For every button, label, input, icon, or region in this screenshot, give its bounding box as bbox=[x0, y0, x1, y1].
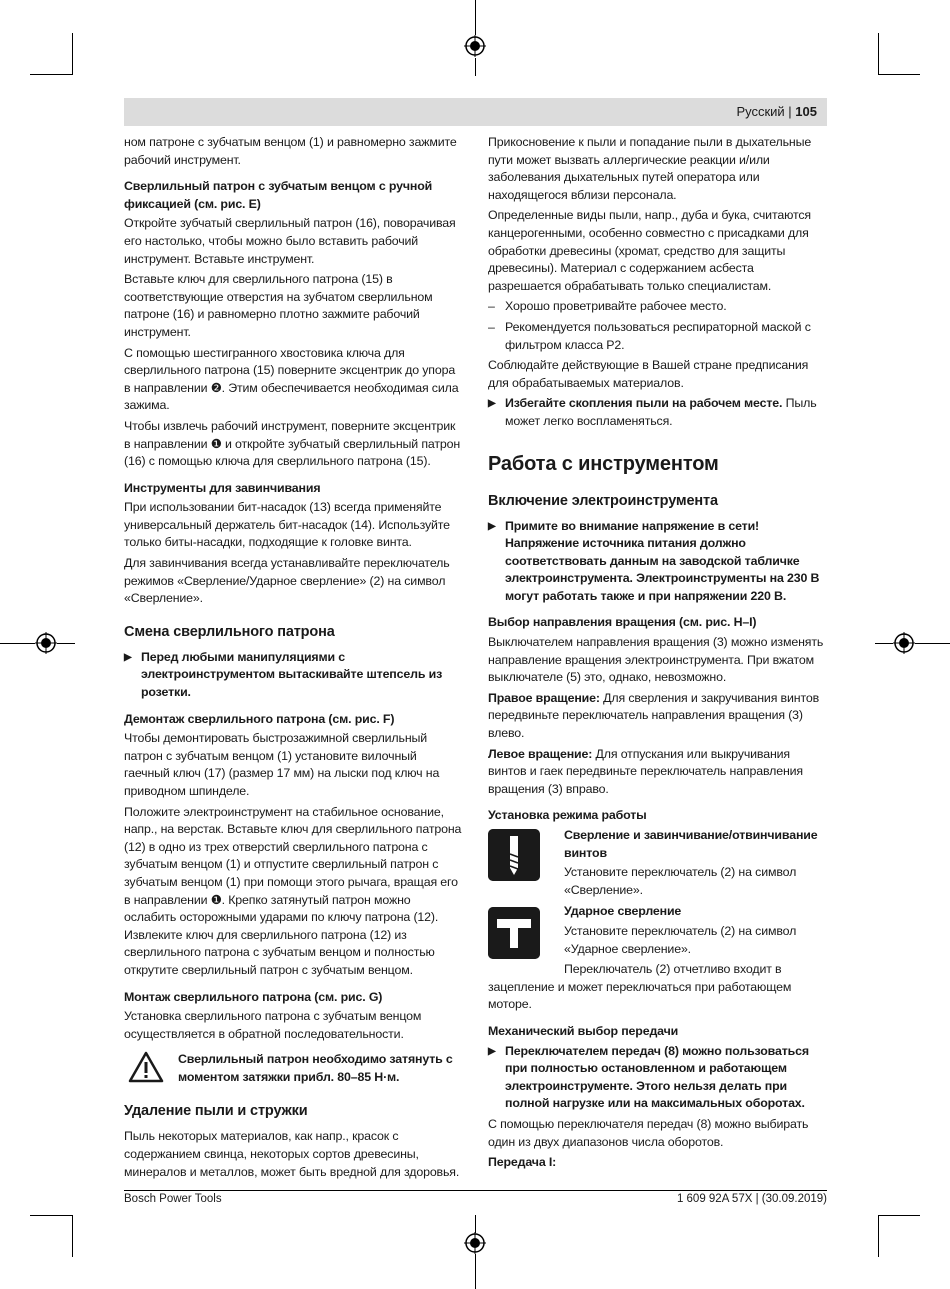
mode-impact bbox=[488, 903, 826, 958]
crop-mark bbox=[72, 33, 73, 75]
page-number: 105 bbox=[795, 104, 817, 119]
paragraph: С помощью переключателя передач (8) можно выбирать один из двух диапазонов числа оборотов. bbox=[488, 1116, 809, 1149]
registration-mark-icon bbox=[464, 1232, 486, 1254]
mode-drilling-title: Сверление и завинчивание/отвинчивание винтов bbox=[564, 828, 818, 860]
registration-mark-icon bbox=[893, 632, 915, 654]
subheading-remove-chuck: Демонтаж сверлильного патрона (см. рис. F) bbox=[124, 711, 395, 726]
footer-rule bbox=[124, 1190, 827, 1191]
crop-mark bbox=[878, 1215, 920, 1216]
subheading-rotation: Выбор направления вращения (см. рис. H–I) bbox=[488, 615, 757, 630]
paragraph: Положите электроинструмент на стабильное основание, напр., на верстак. Вставьте ключ для сверлильного патрона (12) в одно из трех отверстий сверлильного патрона с зубчатым венцом (1) и отпустите сверлильный патрон с зубчатым венцом (1) при помощи этого рычага, вращая его в направлении ❶. Крепко затянутый патрон можно ослабить осторожными ударами по ключу патрона (12). Извлеките ключ для сверлильного патрона (12) из сверлильного патрона с зубчатым венцом и полностью открутите сверлильный патрон с зубчатым венцом. bbox=[124, 804, 462, 977]
warning-rest: Пыль может легко воспламеняться. bbox=[505, 396, 817, 428]
paragraph: При использовании бит-насадок (13) всегда применяйте универсальный держатель бит-насадок (14). Используйте только биты-насадки, подходящие к головке винта. bbox=[124, 500, 450, 550]
crop-mark bbox=[878, 74, 920, 75]
paragraph-right-rotation bbox=[488, 690, 826, 743]
subheading-mode: Установка режима работы bbox=[488, 808, 647, 823]
paragraph: Соблюдайте действующие в Вашей стране предписания для обрабатываемых материалов. bbox=[488, 358, 809, 390]
crop-mark bbox=[915, 643, 950, 644]
paragraph: Для завинчивания всегда устанавливайте переключатель режимов «Сверление/Ударное сверление» (2) на символ «Сверление». bbox=[124, 556, 450, 606]
heading-switch-on: Включение электроинструмента bbox=[488, 492, 718, 509]
subheading-mount-chuck: Монтаж сверлильного патрона (см. рис. G) bbox=[124, 989, 383, 1004]
label-left-rotation: Левое вращение: bbox=[488, 746, 593, 761]
footer-brand: Bosch Power Tools bbox=[124, 1193, 222, 1205]
warning-unplug: ▶ Перед любыми манипуляциями с электроинструментом вытаскивайте штепсель из розетки. bbox=[124, 649, 462, 702]
mode-drilling-text: Установите переключатель (2) на символ «Сверление». bbox=[564, 865, 797, 897]
hammer-icon bbox=[488, 907, 540, 959]
text-right-rotation: Для сверления и закручивания винтов передвиньте переключатель направления вращения (3) влево. bbox=[488, 690, 820, 741]
subheading-keyed-chuck: Сверлильный патрон с зубчатым венцом с ручной фиксацией (см. рис. E) bbox=[124, 179, 433, 211]
page-header bbox=[124, 98, 827, 126]
paragraph: Вставьте ключ для сверлильного патрона (15) в соответствующие отверстия на зубчатом сверлильном патроне (16) и равномерно плотно зажмите рабочий инструмент. bbox=[124, 272, 433, 339]
paragraph: Чтобы извлечь рабочий инструмент, поверните эксцентрик в направлении ❶ и откройте зубчатый сверлильный патрон (16) с помощью ключа для сверлильного патрона (15). bbox=[124, 418, 461, 469]
mode-impact-text: Установите переключатель (2) на символ «Ударное сверление». bbox=[564, 923, 797, 956]
registration-mark-icon bbox=[35, 632, 57, 654]
paragraph: Пыль некоторых материалов, как напр., красок с содержанием свинца, некоторых сортов древесины, минералов и металлов, может быть вредной для здоровья. bbox=[124, 1129, 460, 1179]
warning-dust bbox=[488, 395, 826, 430]
text-left-rotation: Для отпускания или выкручивания винтов и гаек передвиньте переключатель направления вращения (3) вправо. bbox=[488, 746, 803, 796]
warning-bold: Избегайте скопления пыли на рабочем месте. bbox=[505, 396, 783, 411]
crop-mark bbox=[475, 1215, 476, 1233]
footer-doc-id: 1 609 92A 57X | (30.09.2019) bbox=[676, 1193, 827, 1205]
paragraph: Установка сверлильного патрона с зубчатым венцом осуществляется в обратной последовательности. bbox=[124, 1009, 422, 1041]
crop-mark bbox=[475, 1254, 476, 1289]
crop-mark bbox=[30, 1215, 72, 1216]
paragraph: ном патроне с зубчатым венцом (1) и равномерно зажмите рабочий инструмент. bbox=[124, 135, 457, 167]
paragraph: Откройте зубчатый сверлильный патрон (16), поворачивая его настолько, чтобы можно было вставить рабочий инструмент. Вставьте инструмент. bbox=[124, 216, 456, 266]
subheading-gear: Механический выбор передачи bbox=[488, 1023, 679, 1038]
paragraph: Чтобы демонтировать быстрозажимной сверлильный патрон с зубчатым венцом (1) установите вилочный гаечный ключ (17) (размер 17 мм) на лыски под ключ на приводном шпинделе. bbox=[124, 731, 440, 798]
mode-impact-title: Ударное сверление bbox=[564, 904, 682, 919]
caution-text: Сверлильный патрон необходимо затянуть с моментом затяжки прибл. 80–85 Н·м. bbox=[178, 1052, 453, 1084]
crop-mark bbox=[0, 643, 35, 644]
right-column bbox=[488, 134, 826, 1174]
subheading-gear-1: Передача I: bbox=[488, 1155, 557, 1170]
crop-mark bbox=[878, 1215, 879, 1257]
paragraph: Прикосновение к пыли и попадание пыли в дыхательные пути может вызвать аллергические реакции и/или заболевания дыхательных путей оператора или находящегося вблизи персонала. bbox=[488, 135, 812, 202]
paragraph: Выключателем направления вращения (3) можно изменять направление вращения электроинструмента. При вжатом выключателе (5) это, однако, невозможно. bbox=[488, 635, 824, 685]
heading-change-chuck: Смена сверлильного патрона bbox=[124, 623, 335, 640]
paragraph-left-rotation bbox=[488, 746, 826, 799]
heading-operation: Работа с инструментом bbox=[488, 452, 719, 475]
warning-triangle-icon bbox=[128, 1051, 164, 1083]
crop-mark bbox=[72, 1215, 73, 1257]
label-right-rotation: Правое вращение: bbox=[488, 690, 600, 705]
subheading-screw-tools: Инструменты для завинчивания bbox=[124, 480, 321, 495]
warning-gear: ▶ Переключателем передач (8) можно пользоваться при полностью остановленном и работающем электроинструменте. Этого нельзя делать при полной нагрузке или на максимальных оборотах. bbox=[488, 1043, 826, 1113]
list-item: – Хорошо проветривайте рабочее место. bbox=[488, 298, 826, 316]
crop-mark bbox=[475, 58, 476, 76]
warning-voltage: ▶ Примите во внимание напряжение в сети! Напряжение источника питания должно соответствовать данным на заводской табличке электроинструмента. Электроинструменты на 230 В могут работать также и при напряжении 220 В. bbox=[488, 518, 826, 606]
list-item: – Рекомендуется пользоваться респираторной маской с фильтром класса P2. bbox=[488, 319, 826, 354]
drill-bit-icon bbox=[488, 829, 540, 881]
heading-dust: Удаление пыли и стружки bbox=[124, 1103, 308, 1120]
crop-mark bbox=[475, 0, 476, 35]
crop-mark bbox=[57, 643, 75, 644]
crop-mark bbox=[875, 643, 893, 644]
header-language: Русский bbox=[736, 104, 785, 119]
registration-mark-icon bbox=[464, 35, 486, 57]
paragraph-mode-switch: Переключатель (2) отчетливо входит в зацепление и может переключаться при работающем моторе. bbox=[488, 962, 792, 1012]
header-text: Русский | 105 bbox=[736, 104, 817, 119]
left-column bbox=[124, 134, 462, 1184]
caution-note bbox=[124, 1051, 462, 1087]
paragraph: С помощью шестигранного хвостовика ключа для сверлильного патрона (15) поверните эксцентрик до упора в направлении ❷. Этим обеспечивается необходимая сила зажима. bbox=[124, 345, 459, 413]
paragraph: Определенные виды пыли, напр., дуба и бука, считаются канцерогенными, особенно совместно с присадками для обработки древесины (хромат, средство для защиты древесины). Материал с содержанием асбеста разрешается обрабатывать только специалистам. bbox=[488, 208, 811, 293]
crop-mark bbox=[30, 74, 72, 75]
crop-mark bbox=[878, 33, 879, 75]
mode-drilling bbox=[488, 827, 826, 899]
